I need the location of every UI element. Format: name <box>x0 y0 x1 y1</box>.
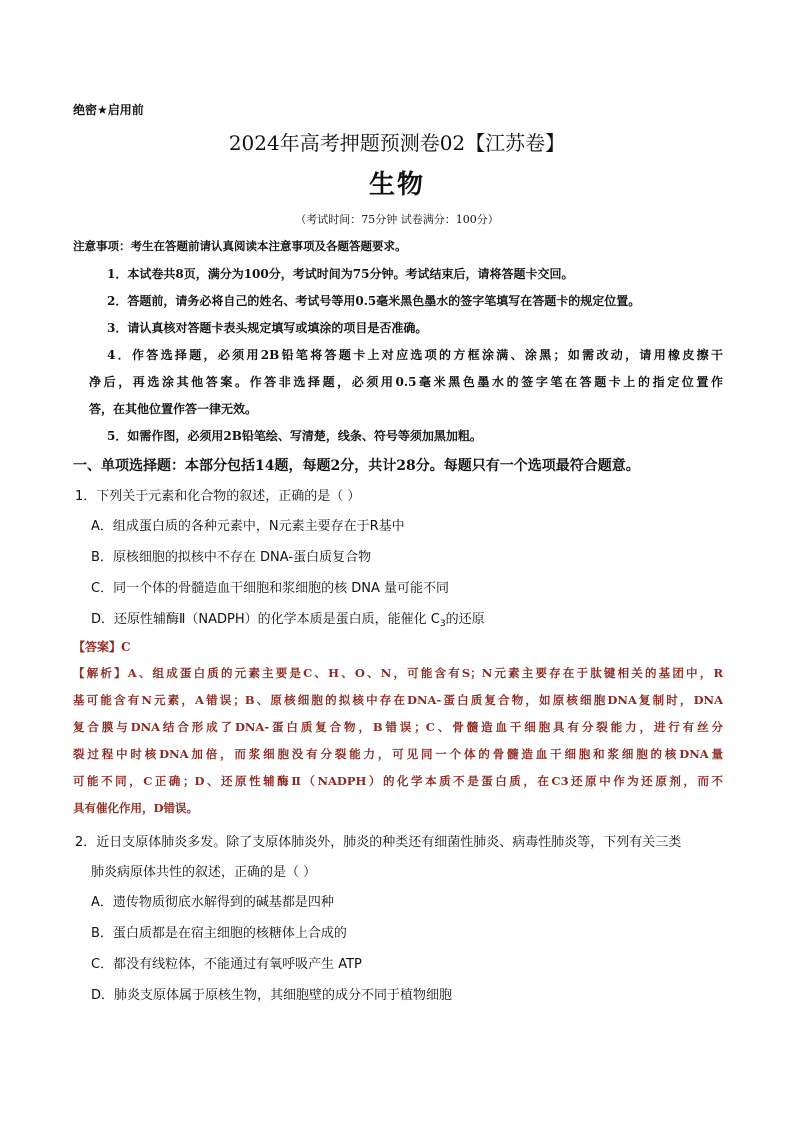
notice-item-continued: 净后，再选涂其他答案。作答非选择题，必须用0.5毫米黑色墨水的签字笔在答题卡上的指定位置作 <box>89 375 723 389</box>
option-d-subscript: 3 <box>439 619 446 629</box>
question-2-stem: 2．近日支原体肺炎多发。除了支原体肺炎外，肺炎的种类还有细菌性肺炎、病毒性肺炎等，下列有关三类 <box>75 835 682 850</box>
question-1-option-c: C．同一个体的骨髓造血干细胞和浆细胞的核 DNA 量可能不同 <box>91 581 449 596</box>
option-d-text: D．还原性辅酶Ⅱ（NADPH）的化学本质是蛋白质，能催化 C <box>91 612 440 627</box>
question-2-option-b: B．蛋白质都是在宿主细胞的核糖体上合成的 <box>91 926 347 941</box>
question-1-answer: 【答案】C <box>73 640 131 654</box>
notice-heading: 注意事项：考生在答题前请认真阅读本注意事项及各题答题要求。 <box>73 239 407 253</box>
notice-item: 3．请认真核对答题卡表头规定填写或填涂的项目是否准确。 <box>107 321 428 335</box>
option-d-tail: 的还原 <box>445 612 485 627</box>
section-heading: 一、单项选择题：本部分包括14题，每题2分，共计28分。每题只有一个选项最符合题意。 <box>73 458 640 474</box>
exam-title: 2024年高考押题预测卷02【江苏卷】 <box>228 131 566 155</box>
explanation-line: 【解析】A、组成蛋白质的元素主要是C、H、O、N，可能含有S；N元素主要存在于肽键相关的基团中，R <box>73 666 723 680</box>
notice-item: 4．作答选择题，必须用2B铅笔将答题卡上对应选项的方框涂满、涂黑；如需改动，请用橡皮擦干 <box>107 348 723 362</box>
notice-item: 5．如需作图，必须用2B铅笔绘、写清楚，线条、符号等须加黑加粗。 <box>107 429 482 443</box>
question-1-option-a: A．组成蛋白质的各种元素中，N元素主要存在于R基中 <box>91 519 405 534</box>
question-1-stem: 1．下列关于元素和化合物的叙述，正确的是（ ） <box>75 489 361 504</box>
exam-info: （考试时间：75分钟 试卷满分：100分） <box>295 213 499 226</box>
explanation-line: 可能不同，C正确；D、还原性辅酶Ⅱ（NADPH）的化学本质不是蛋白质，在C3还原中作为还原剂，而不 <box>73 774 723 788</box>
subject-title: 生物 <box>368 170 425 200</box>
question-2-option-a: A．遗传物质彻底水解得到的碱基都是四种 <box>91 895 334 910</box>
question-1-option-b: B．原核细胞的拟核中不存在 DNA-蛋白质复合物 <box>91 550 372 565</box>
explanation-line: 裂过程中时核DNA加倍，而浆细胞没有分裂能力，可见同一个体的骨髓造血干细胞和浆细胞的核DNA量 <box>73 747 723 761</box>
question-2-option-d: D．肺炎支原体属于原核生物，其细胞壁的成分不同于植物细胞 <box>91 988 453 1003</box>
notice-item: 1．本试卷共8页，满分为100分，考试时间为75分钟。考试结束后，请将答题卡交回。 <box>107 267 574 281</box>
question-2-stem-continued: 肺炎病原体共性的叙述，正确的是（ ） <box>91 865 317 880</box>
secret-label: 绝密★启用前 <box>73 103 144 117</box>
notice-item: 2．答题前，请务必将自己的姓名、考试号等用0.5毫米黑色墨水的签字笔填写在答题卡的规定位置。 <box>107 294 641 308</box>
explanation-line: 复合膜与DNA结合形成了DNA-蛋白质复合物，B错误；C、骨髓造血干细胞具有分裂能力，进行有丝分 <box>73 720 723 734</box>
question-2-option-c: C．都没有线粒体，不能通过有氧呼吸产生 ATP <box>91 957 362 972</box>
explanation-line: 具有催化作用，D错误。 <box>73 801 198 815</box>
explanation-line: 基可能含有N元素，A错误；B、原核细胞的拟核中存在DNA-蛋白质复合物，如原核细胞DNA复制时，DNA <box>73 693 723 707</box>
question-1-option-d <box>91 608 485 629</box>
notice-item-continued: 答，在其他位置作答一律无效。 <box>89 402 258 416</box>
